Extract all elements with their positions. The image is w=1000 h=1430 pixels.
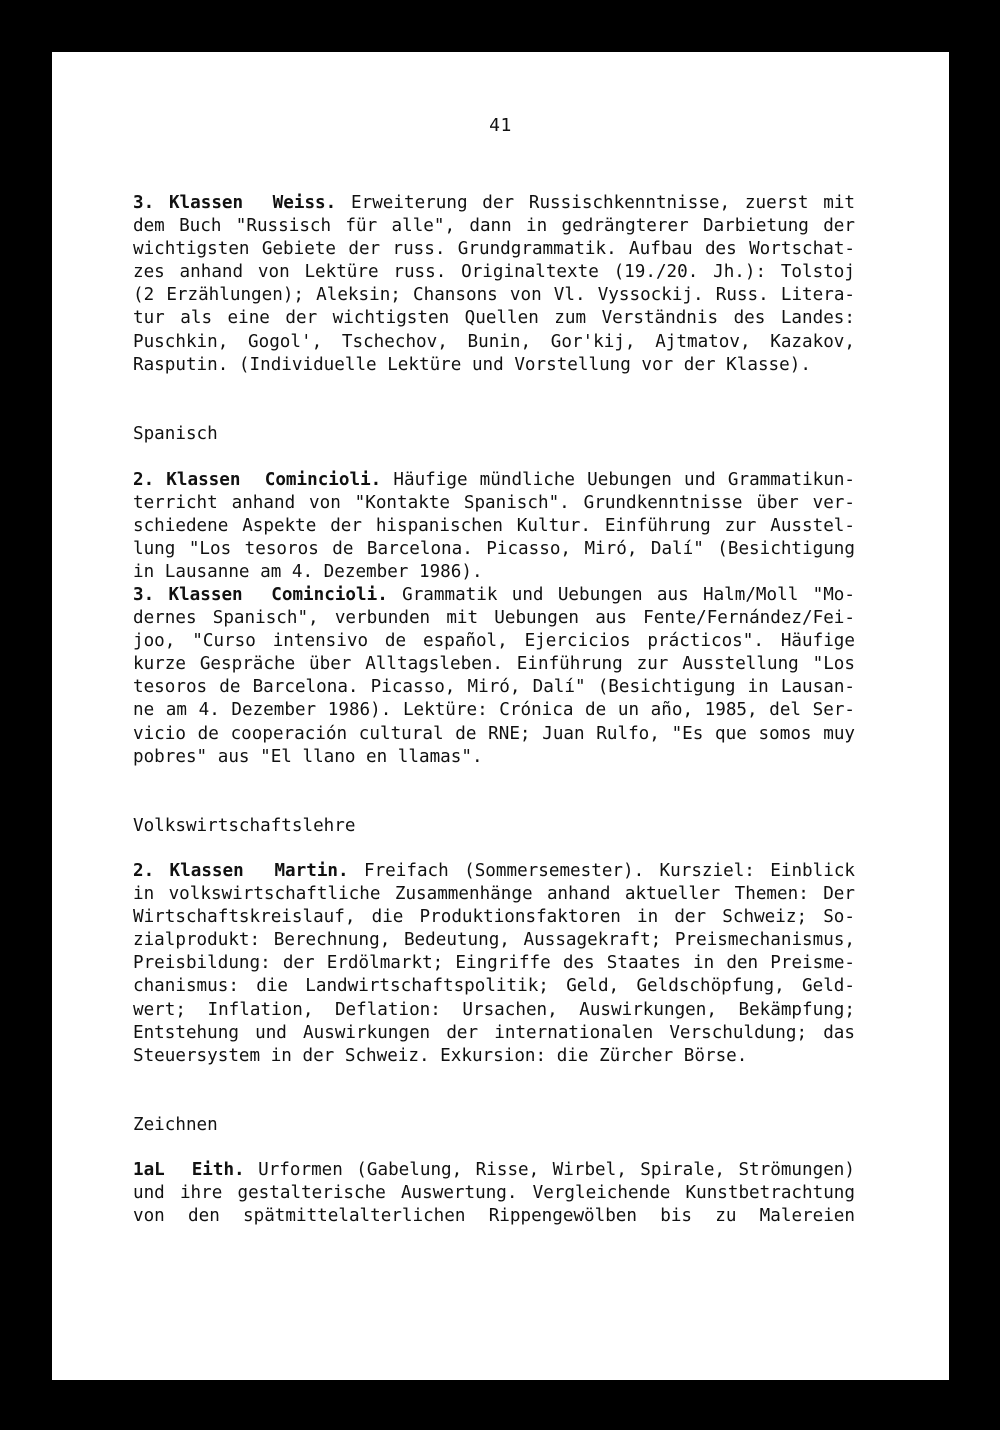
paragraph-text: Freifach (Sommersemester). Kursziel: Einblick	[364, 861, 855, 881]
paragraph-russisch-3-klassen	[133, 192, 855, 377]
paragraph-line: (2 Erzählungen); Aleksin; Chansons von Vl. Vyssockij. Russ. Litera-	[133, 285, 855, 306]
paragraph-line: terricht anhand von "Kontakte Spanisch". Grundkenntnisse über ver-	[133, 493, 855, 514]
paragraph-line: zialprodukt: Berechnung, Bedeutung, Aussagekraft; Preismechanismus,	[133, 930, 855, 951]
paragraph-line: in volkswirtschaftliche Zusammenhänge anhand aktueller Themen: Der	[133, 884, 855, 905]
class-label: 2. Klassen	[133, 470, 241, 490]
paragraph-line: Wirtschaftskreislauf, die Produktionsfaktoren in der Schweiz; So-	[133, 907, 855, 928]
paragraph-line: in Lausanne am 4. Dezember 1986).	[133, 562, 483, 583]
paragraph-line: tur als eine der wichtigsten Quellen zum Verständnis des Landes:	[133, 308, 855, 329]
paragraph-line: dem Buch "Russisch für alle", dann in gedrängterer Darbietung der	[133, 216, 855, 237]
paragraph-line: wert; Inflation, Deflation: Ursachen, Auswirkungen, Bekämpfung;	[133, 999, 855, 1020]
paragraph-line: Rasputin. (Individuelle Lektüre und Vorstellung vor der Klasse).	[133, 354, 811, 375]
class-label: 3. Klassen	[133, 585, 243, 605]
paragraph-line: und ihre gestalterische Auswertung. Vergleichende Kunstbetrachtung	[133, 1183, 855, 1204]
teacher-name: Comincioli.	[271, 585, 388, 605]
paragraph-line: Puschkin, Gogol', Tschechov, Bunin, Gor'kij, Ajtmatov, Kazakov,	[133, 331, 855, 352]
paragraph-line	[133, 584, 855, 607]
paragraph-line: zes anhand von Lektüre russ. Originaltexte (19./20. Jh.): Tolstoj	[133, 262, 855, 283]
paragraph-line: dernes Spanisch", verbunden mit Uebungen aus Fente/Fernández/Fei-	[133, 608, 855, 629]
paragraph-text: Häufige mündliche Uebungen und Grammatikun-	[393, 470, 856, 490]
paragraph-text: Grammatik und Uebungen aus Halm/Moll "Mo-	[402, 585, 855, 605]
paragraph-line	[133, 469, 855, 492]
paragraph-line: Preisbildung: der Erdölmarkt; Eingriffe des Staates in den Preisme-	[133, 953, 855, 974]
teacher-name: Martin.	[274, 861, 349, 881]
paragraph-line: kurze Gespräche über Alltagsleben. Einführung zur Ausstellung "Los	[133, 654, 855, 675]
teacher-name: Eith.	[191, 1160, 245, 1180]
paragraph-line: vicio de cooperación cultural de RNE; Juan Rulfo, "Es que somos muy	[133, 723, 855, 744]
paragraph-line: Entstehung und Auswirkungen der internationalen Verschuldung; das	[133, 1022, 855, 1043]
paragraph-line: joo, "Curso intensivo de español, Ejercicios prácticos". Häufige	[133, 631, 855, 652]
paragraph-line: von den spätmittelalterlichen Rippengewölben bis zu Malereien	[133, 1206, 855, 1227]
teacher-name: Comincioli.	[264, 470, 382, 490]
paragraph-line: Steuersystem in der Schweiz. Exkursion: die Zürcher Börse.	[133, 1045, 748, 1066]
paragraph-text: Urformen (Gabelung, Risse, Wirbel, Spirale, Strömungen)	[258, 1160, 855, 1180]
paragraph-line	[133, 860, 855, 883]
paragraph-line: pobres" aus "El llano en llamas".	[133, 746, 483, 767]
page-number: 41	[489, 115, 512, 136]
class-label: 2. Klassen	[133, 861, 244, 881]
class-label: 3. Klassen	[133, 193, 244, 213]
paragraph-line: tesoros de Barcelona. Picasso, Miró, Dalí" (Besichtigung in Lausan-	[133, 677, 855, 698]
document-page	[52, 52, 949, 1380]
paragraph-line: schiedene Aspekte der hispanischen Kultur. Einführung zur Ausstel-	[133, 516, 855, 537]
paragraph-line	[133, 192, 855, 215]
paragraph-line: ne am 4. Dezember 1986). Lektüre: Crónica de un año, 1985, del Ser-	[133, 700, 855, 721]
paragraph-line: chanismus: die Landwirtschaftspolitik; Geld, Geldschöpfung, Geld-	[133, 976, 855, 997]
paragraph-vwl-2-klassen	[133, 860, 855, 1068]
section-heading-zeichnen: Zeichnen	[133, 1115, 218, 1135]
paragraph-text: Erweiterung der Russischkenntnisse, zuerst mit	[351, 193, 855, 213]
paragraph-spanisch-3-klassen	[133, 584, 855, 769]
teacher-name: Weiss.	[272, 193, 337, 213]
paragraph-line: lung "Los tesoros de Barcelona. Picasso, Miró, Dalí" (Besichtigung	[133, 539, 855, 560]
section-heading-volkswirtschaftslehre: Volkswirtschaftslehre	[133, 816, 356, 836]
paragraph-zeichnen-1al	[133, 1159, 855, 1228]
paragraph-line	[133, 1159, 855, 1182]
section-heading-spanisch: Spanisch	[133, 424, 218, 444]
paragraph-spanisch-2-klassen	[133, 469, 855, 584]
paragraph-line: wichtigsten Gebiete der russ. Grundgrammatik. Aufbau des Wortschat-	[133, 239, 855, 260]
class-label: 1aL	[133, 1160, 165, 1180]
